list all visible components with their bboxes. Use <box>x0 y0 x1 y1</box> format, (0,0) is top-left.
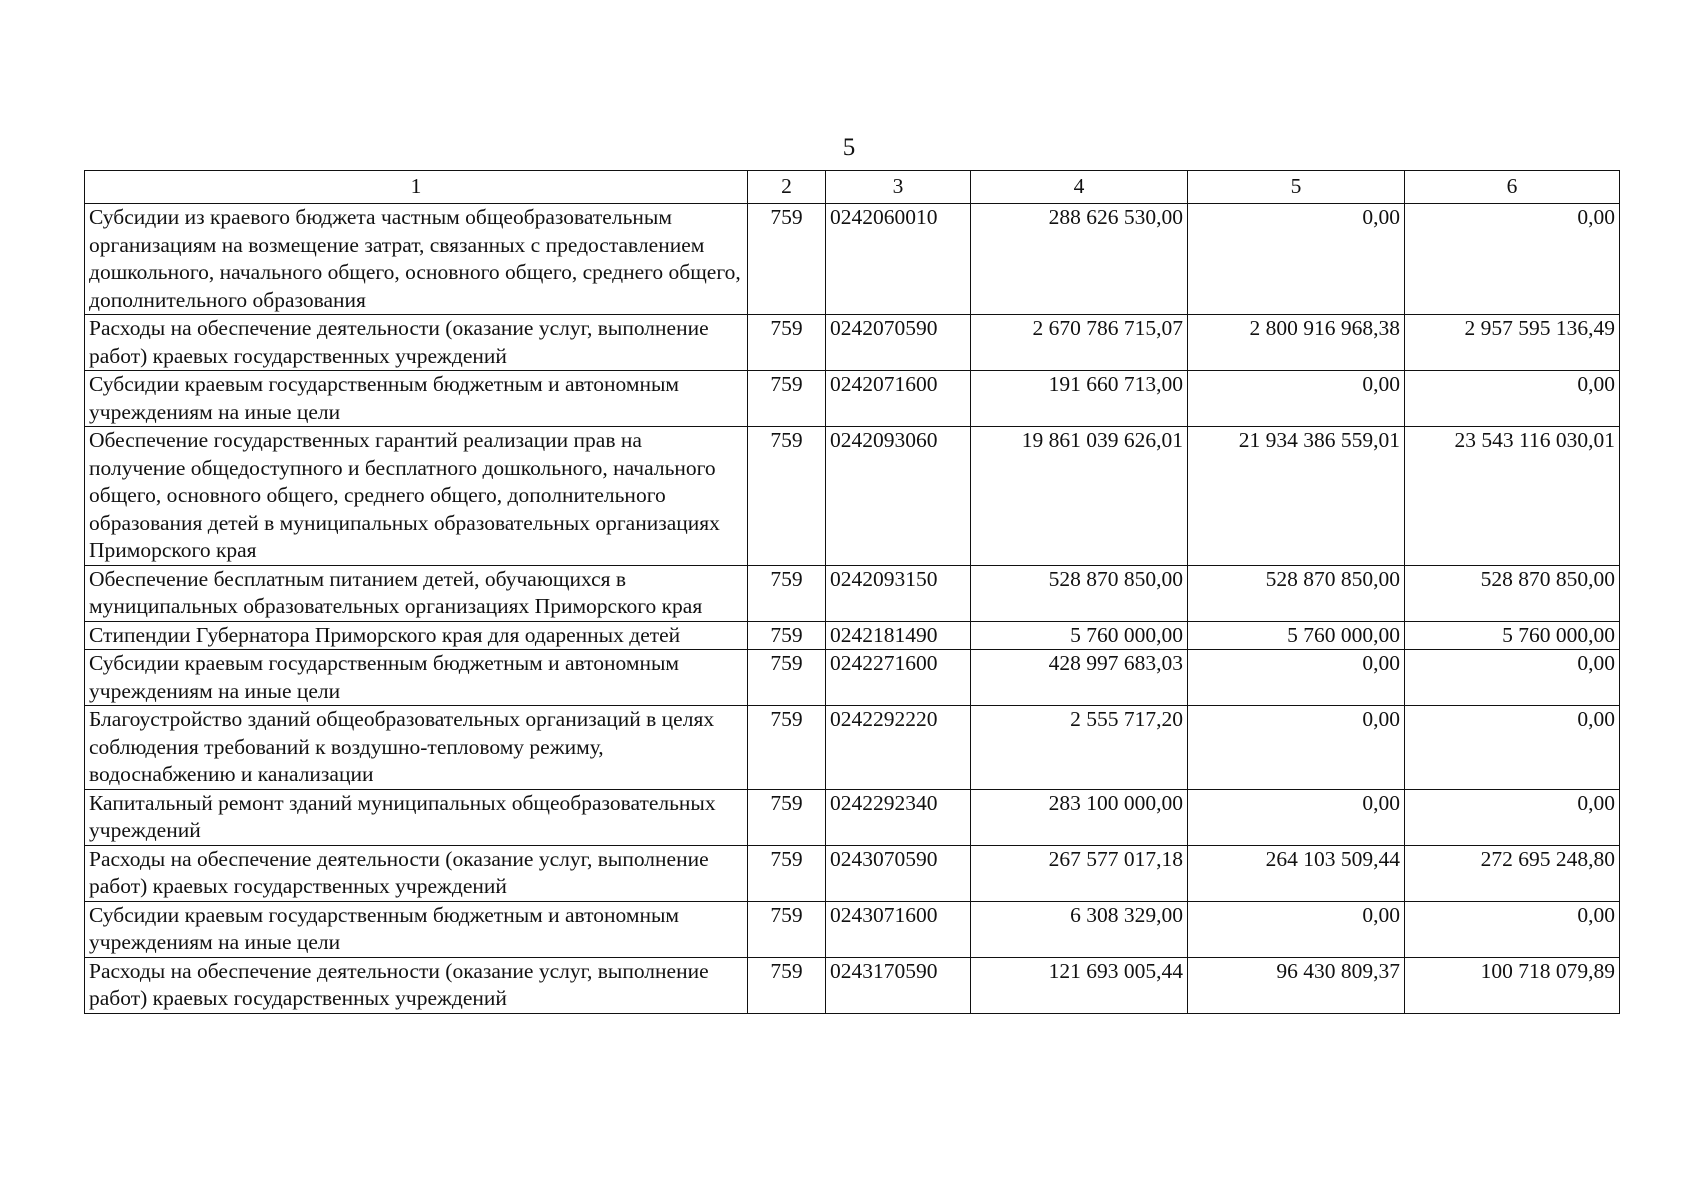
column-header: 3 <box>826 171 971 204</box>
amount-cell-col5: 0,00 <box>1188 706 1405 790</box>
column-header: 2 <box>748 171 826 204</box>
amount-cell-col5: 96 430 809,37 <box>1188 957 1405 1013</box>
item-name-cell: Расходы на обеспечение деятельности (оказание услуг, выполнение работ) краевых государственных учреждений <box>85 957 748 1013</box>
column-header: 4 <box>971 171 1188 204</box>
target-code-cell: 0242093060 <box>826 427 971 566</box>
table-header <box>85 171 1620 204</box>
chapter-code-cell: 759 <box>748 901 826 957</box>
column-header: 5 <box>1188 171 1405 204</box>
chapter-code-cell: 759 <box>748 845 826 901</box>
item-name-cell: Субсидии краевым государственным бюджетным и автономным учреждениям на иные цели <box>85 901 748 957</box>
amount-cell-col5: 0,00 <box>1188 901 1405 957</box>
amount-cell-col4: 288 626 530,00 <box>971 204 1188 315</box>
amount-cell-col4: 191 660 713,00 <box>971 371 1188 427</box>
chapter-code-cell: 759 <box>748 957 826 1013</box>
amount-cell-col5: 5 760 000,00 <box>1188 621 1405 650</box>
amount-cell-col4: 5 760 000,00 <box>971 621 1188 650</box>
item-name-cell: Благоустройство зданий общеобразовательных организаций в целях соблюдения требований к воздушно-тепловому режиму, водоснабжению и канализации <box>85 706 748 790</box>
target-code-cell: 0242070590 <box>826 315 971 371</box>
amount-cell-col5: 264 103 509,44 <box>1188 845 1405 901</box>
target-code-cell: 0242292220 <box>826 706 971 790</box>
table-row <box>85 706 1620 790</box>
item-name-cell: Обеспечение бесплатным питанием детей, обучающихся в муниципальных образовательных организациях Приморского края <box>85 565 748 621</box>
amount-cell-col5: 0,00 <box>1188 650 1405 706</box>
target-code-cell: 0242060010 <box>826 204 971 315</box>
item-name-cell: Расходы на обеспечение деятельности (оказание услуг, выполнение работ) краевых государственных учреждений <box>85 315 748 371</box>
table-row <box>85 957 1620 1013</box>
chapter-code-cell: 759 <box>748 621 826 650</box>
amount-cell-col5: 21 934 386 559,01 <box>1188 427 1405 566</box>
amount-cell-col5: 0,00 <box>1188 204 1405 315</box>
target-code-cell: 0243170590 <box>826 957 971 1013</box>
amount-cell-col4: 2 670 786 715,07 <box>971 315 1188 371</box>
chapter-code-cell: 759 <box>748 789 826 845</box>
amount-cell-col5: 0,00 <box>1188 789 1405 845</box>
target-code-cell: 0243071600 <box>826 901 971 957</box>
chapter-code-cell: 759 <box>748 427 826 566</box>
table-body <box>85 204 1620 1014</box>
table-row <box>85 621 1620 650</box>
chapter-code-cell: 759 <box>748 204 826 315</box>
item-name-cell: Стипендии Губернатора Приморского края для одаренных детей <box>85 621 748 650</box>
target-code-cell: 0242292340 <box>826 789 971 845</box>
amount-cell-col6: 0,00 <box>1405 650 1620 706</box>
amount-cell-col6: 528 870 850,00 <box>1405 565 1620 621</box>
amount-cell-col6: 0,00 <box>1405 901 1620 957</box>
target-code-cell: 0243070590 <box>826 845 971 901</box>
item-name-cell: Субсидии краевым государственным бюджетным и автономным учреждениям на иные цели <box>85 371 748 427</box>
chapter-code-cell: 759 <box>748 650 826 706</box>
target-code-cell: 0242071600 <box>826 371 971 427</box>
target-code-cell: 0242093150 <box>826 565 971 621</box>
target-code-cell: 0242271600 <box>826 650 971 706</box>
column-header: 6 <box>1405 171 1620 204</box>
table-row <box>85 845 1620 901</box>
header-row <box>85 171 1620 204</box>
table-row <box>85 315 1620 371</box>
amount-cell-col6: 0,00 <box>1405 789 1620 845</box>
amount-cell-col5: 0,00 <box>1188 371 1405 427</box>
amount-cell-col6: 0,00 <box>1405 706 1620 790</box>
amount-cell-col6: 0,00 <box>1405 371 1620 427</box>
amount-cell-col6: 5 760 000,00 <box>1405 621 1620 650</box>
item-name-cell: Расходы на обеспечение деятельности (оказание услуг, выполнение работ) краевых государственных учреждений <box>85 845 748 901</box>
chapter-code-cell: 759 <box>748 315 826 371</box>
page-number: 5 <box>842 134 856 161</box>
table-row <box>85 650 1620 706</box>
column-header: 1 <box>85 171 748 204</box>
amount-cell-col4: 121 693 005,44 <box>971 957 1188 1013</box>
table-row <box>85 427 1620 566</box>
amount-cell-col4: 2 555 717,20 <box>971 706 1188 790</box>
amount-cell-col6: 272 695 248,80 <box>1405 845 1620 901</box>
amount-cell-col4: 528 870 850,00 <box>971 565 1188 621</box>
amount-cell-col4: 283 100 000,00 <box>971 789 1188 845</box>
amount-cell-col4: 6 308 329,00 <box>971 901 1188 957</box>
amount-cell-col4: 19 861 039 626,01 <box>971 427 1188 566</box>
item-name-cell: Обеспечение государственных гарантий реализации прав на получение общедоступного и бесплатного дошкольного, начального общего, основного общего, среднего общего, дополнительного образования детей в муниципальных образовательных организациях Приморского края <box>85 427 748 566</box>
target-code-cell: 0242181490 <box>826 621 971 650</box>
amount-cell-col4: 267 577 017,18 <box>971 845 1188 901</box>
amount-cell-col6: 2 957 595 136,49 <box>1405 315 1620 371</box>
amount-cell-col5: 528 870 850,00 <box>1188 565 1405 621</box>
table-row <box>85 204 1620 315</box>
amount-cell-col4: 428 997 683,03 <box>971 650 1188 706</box>
item-name-cell: Субсидии краевым государственным бюджетным и автономным учреждениям на иные цели <box>85 650 748 706</box>
table-row <box>85 901 1620 957</box>
item-name-cell: Субсидии из краевого бюджета частным общеобразовательным организациям на возмещение затрат, связанных с предоставлением дошкольного, начального общего, основного общего, среднего общего, дополнительного образования <box>85 204 748 315</box>
amount-cell-col5: 2 800 916 968,38 <box>1188 315 1405 371</box>
chapter-code-cell: 759 <box>748 706 826 790</box>
chapter-code-cell: 759 <box>748 371 826 427</box>
amount-cell-col6: 23 543 116 030,01 <box>1405 427 1620 566</box>
table-row <box>85 789 1620 845</box>
item-name-cell: Капитальный ремонт зданий муниципальных общеобразовательных учреждений <box>85 789 748 845</box>
table-row <box>85 371 1620 427</box>
budget-table <box>84 170 1620 1014</box>
amount-cell-col6: 100 718 079,89 <box>1405 957 1620 1013</box>
chapter-code-cell: 759 <box>748 565 826 621</box>
amount-cell-col6: 0,00 <box>1405 204 1620 315</box>
table-row <box>85 565 1620 621</box>
